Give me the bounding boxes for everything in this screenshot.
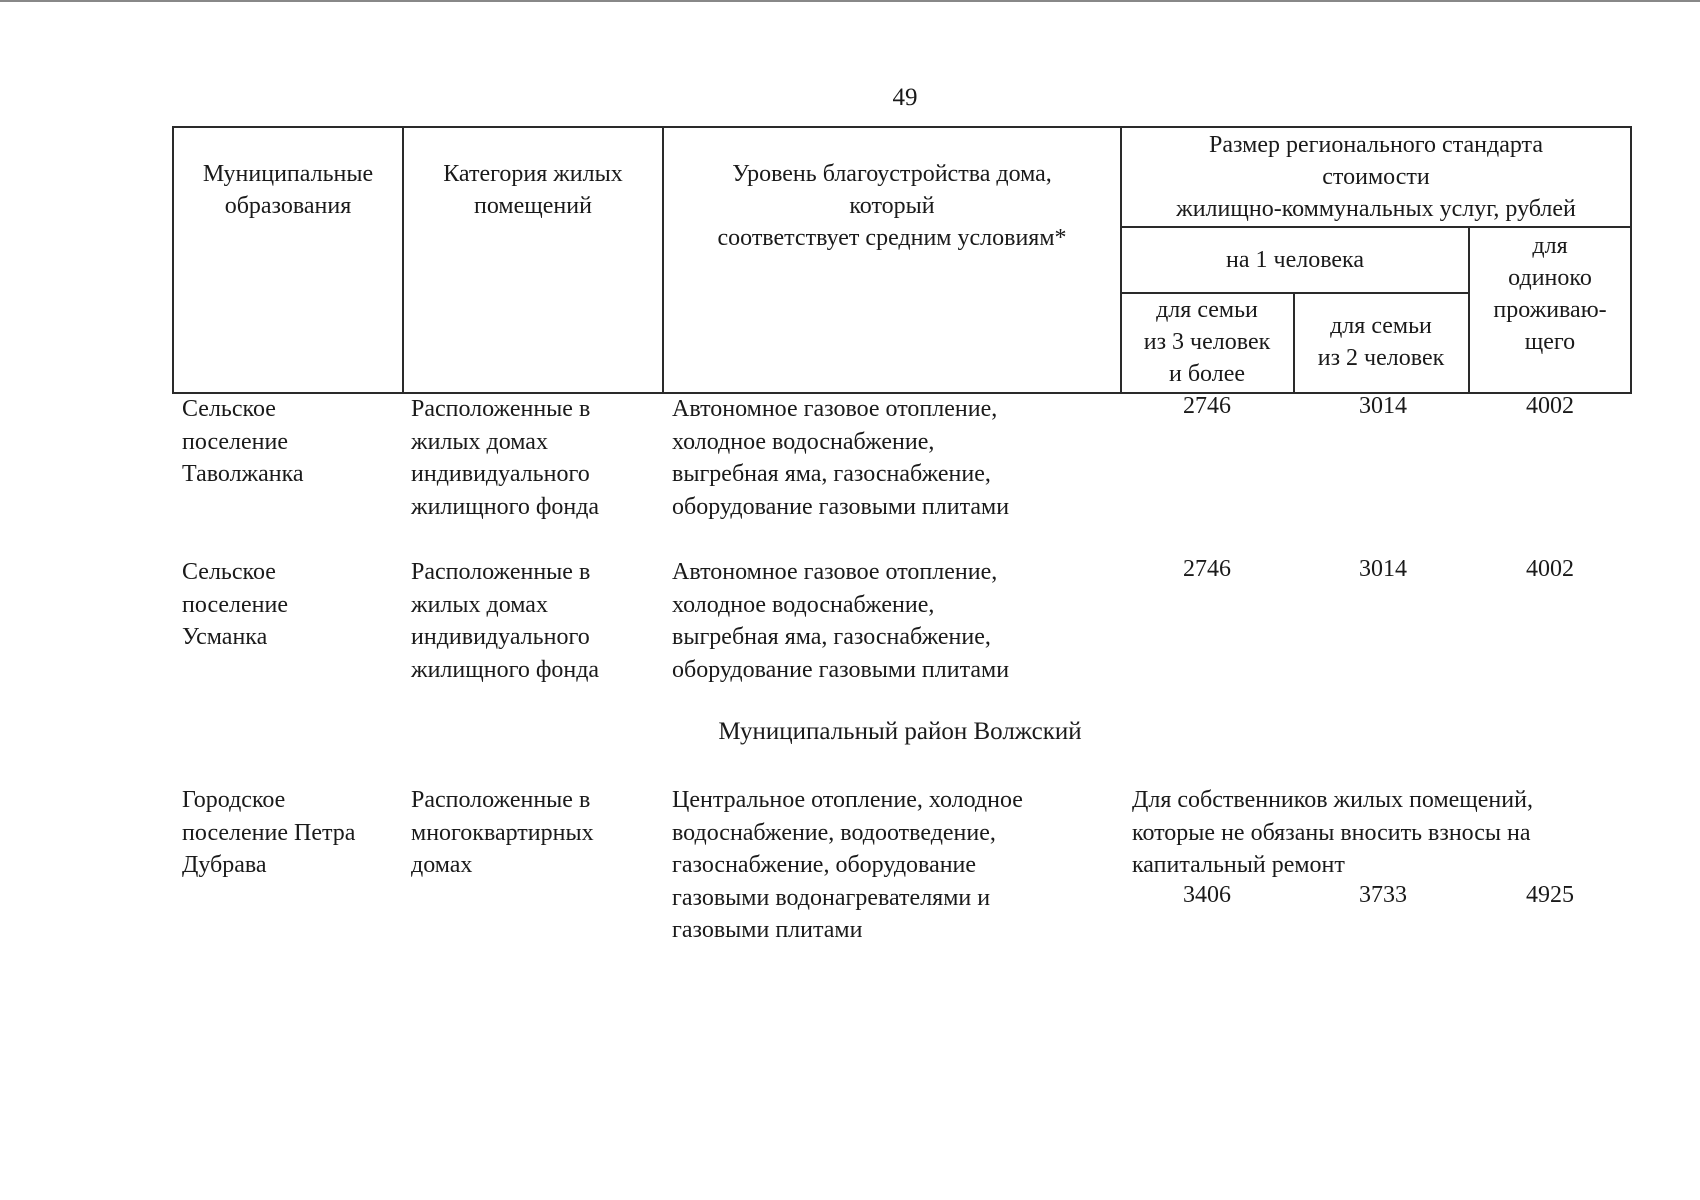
row3-family3: 3406 — [1183, 882, 1231, 908]
header-category: Категория жилых помещений — [443, 161, 623, 219]
row3-level: Центральное отопление, холодное водоснабжение, водоотведение, газоснабжение, оборудование газовыми водонагревателями и газовыми плитами — [672, 787, 1023, 943]
header-border-right — [1630, 126, 1632, 394]
page-number: 49 — [892, 84, 918, 111]
row1-single: 4002 — [1526, 393, 1574, 419]
header-col-sep-1 — [402, 126, 404, 394]
header-level: Уровень благоустройства дома, который соответствует средним условиям* — [717, 161, 1067, 251]
row3-category: Расположенные в многоквартирных домах — [411, 787, 594, 878]
row2-single: 4002 — [1526, 556, 1574, 582]
header-family3: для семьи из 3 человек и более — [1143, 297, 1271, 387]
header-border-left — [172, 126, 174, 394]
row1-category: Расположенные в жилых домах индивидуального жилищного фонда — [411, 396, 600, 520]
row3-note: Для собственников жилых помещений, которые не обязаны вносить взносы на капитальный ремонт — [1132, 787, 1533, 878]
header-border-top — [172, 126, 1632, 128]
header-per-person: на 1 человека — [1226, 247, 1364, 273]
row1-family2: 3014 — [1359, 393, 1407, 419]
row2-level: Автономное газовое отопление, холодное водоснабжение, выгребная яма, газоснабжение, оборудование газовыми плитами — [672, 559, 1010, 683]
row1-family3: 2746 — [1183, 393, 1231, 419]
row2-family3: 2746 — [1183, 556, 1231, 582]
row1-level: Автономное газовое отопление, холодное водоснабжение, выгребная яма, газоснабжение, оборудование газовыми плитами — [672, 396, 1010, 520]
table-header — [172, 126, 1632, 394]
row3-family2: 3733 — [1359, 882, 1407, 908]
section-title: Муниципальный район Волжский — [718, 718, 1082, 745]
row3-single: 4925 — [1526, 882, 1574, 908]
header-sub-sep-h1 — [1120, 226, 1632, 228]
row2-municipality: Сельское поселение Усманка — [182, 559, 289, 650]
row3-municipality: Городское поселение Петра Дубрава — [182, 787, 356, 878]
header-standard: Размер регионального стандарта стоимости жилищно-коммунальных услуг, рублей — [1176, 132, 1576, 222]
row2-category: Расположенные в жилых домах индивидуального жилищного фонда — [411, 559, 600, 683]
header-family2: для семьи из 2 человек — [1317, 313, 1445, 371]
header-municipality: Муниципальные образования — [202, 161, 374, 219]
row1-municipality: Сельское поселение Таволжанка — [182, 396, 304, 487]
header-single: для одиноко проживаю- щего — [1493, 233, 1607, 355]
row2-family2: 3014 — [1359, 556, 1407, 582]
header-col-sep-2 — [662, 126, 664, 394]
